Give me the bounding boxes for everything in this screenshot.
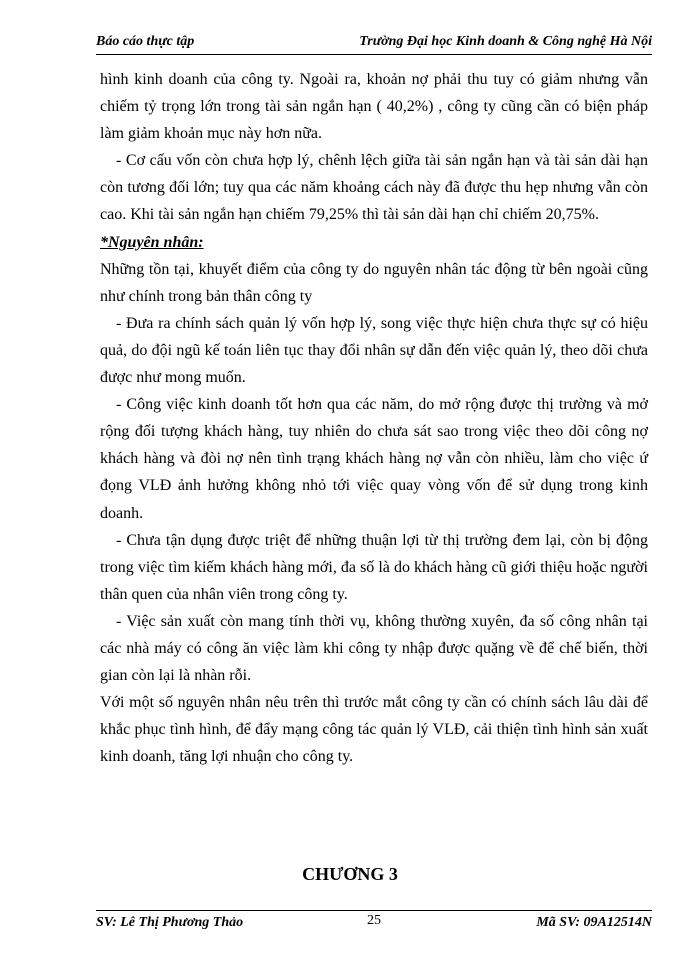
paragraph-cause-market: - Chưa tận dụng được triệt để những thuận lợi từ thị trường đem lại, còn bị động trong việc tìm kiếm khách hàng mới, đa số là do khách hàng cũ giới thiệu hoặc người thân quen của nhân viên trong công ty. bbox=[100, 531, 648, 603]
header-report-title: Báo cáo thực tập bbox=[96, 34, 195, 49]
paragraph-cause-seasonal: - Việc sản xuất còn mang tính thời vụ, không thường xuyên, đa số công nhân tại các nhà máy có công ăn việc làm khi công ty nhập được quặng về để chế biến, thời gian còn lại là nhàn rỗi. bbox=[100, 612, 648, 685]
paragraph-cause-debt: - Công việc kinh doanh tốt hơn qua các năm, do mở rộng được thị trường và mở rộng đối tượng khách hàng, tuy nhiên do chưa sát sao trong việc theo dõi công nợ khách hàng và đòi nợ nên tình trạng khách hàng nợ vẫn còn nhiều, làm cho việc ứ đọng VLĐ ảnh hưởng không nhỏ tới việc quay vòng vốn để sử dụng trong kinh doanh. bbox=[100, 396, 648, 522]
paragraph-causes-intro: Những tồn tại, khuyết điểm của công ty do nguyên nhân tác động từ bên ngoài cũng như chính trong bản thân công ty bbox=[100, 260, 648, 305]
page-header bbox=[96, 34, 652, 55]
paragraph-capital-structure: - Cơ cấu vốn còn chưa hợp lý, chênh lệch giữa tài sản ngắn hạn và tài sản dài hạn còn tương đối lớn; tuy qua các năm khoảng cách này đã được thu hẹp nhưng vẫn còn cao. Khi tài sản ngắn hạn chiếm 79,25% thì tài sản dài hạn chỉ chiếm 20,75%. bbox=[100, 152, 648, 224]
paragraph-cause-management: - Đưa ra chính sách quản lý vốn hợp lý, song việc thực hiện chưa thực sự có hiệu quả, do đội ngũ kế toán liên tục thay đổi nhân sự dẫn đến việc quản lý, theo dõi chưa được như mong muốn. bbox=[100, 314, 648, 387]
paragraph-continuation: hình kinh doanh của công ty. Ngoài ra, khoản nợ phải thu tuy có giảm nhưng vẫn chiếm tỷ trọng lớn trong tài sản ngắn hạn ( 40,2%) , công ty cũng cần có biện pháp làm giảm khoản mục này hơn nữa. bbox=[100, 71, 648, 143]
cause-heading: *Nguyên nhân: bbox=[100, 233, 204, 251]
header-university-name: Trường Đại học Kinh doanh & Công nghệ Hà Nội bbox=[359, 34, 652, 49]
footer-page-number: 25 bbox=[367, 913, 381, 928]
document-body bbox=[100, 66, 648, 770]
paragraph-conclusion: Với một số nguyên nhân nêu trên thì trước mắt công ty cần có chính sách lâu dài để khắc phục tình hình, để đẩy mạng công tác quản lý VLĐ, cải thiện tình hình sản xuất kinh doanh, tăng lợi nhuận cho công ty. bbox=[100, 694, 648, 766]
page-footer bbox=[96, 910, 652, 933]
footer-student-name: SV: Lê Thị Phương Thảo bbox=[96, 915, 244, 930]
chapter-title: CHƯƠNG 3 bbox=[302, 864, 398, 884]
footer-student-id: Mã SV: 09A12514N bbox=[536, 915, 652, 930]
